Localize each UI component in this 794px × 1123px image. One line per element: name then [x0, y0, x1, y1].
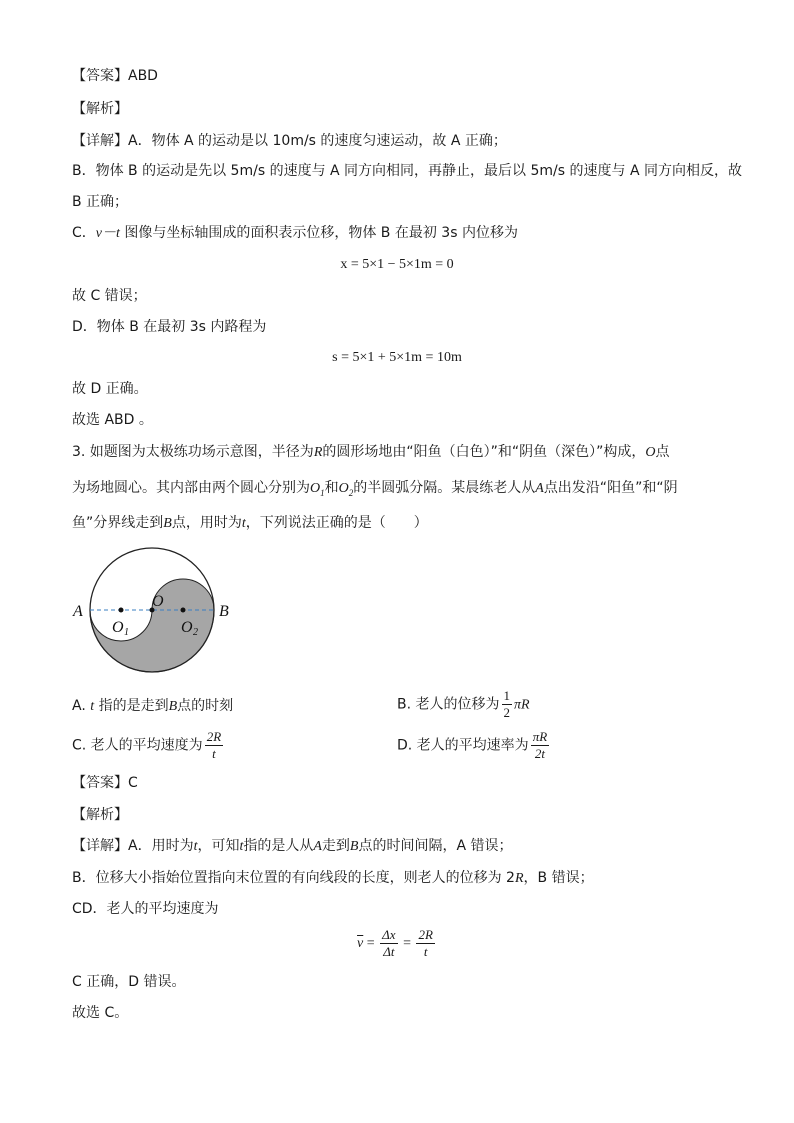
v-bar: $\overline{v}$ — [357, 936, 364, 951]
option-c — [72, 729, 225, 762]
explanation-line-c — [72, 223, 518, 244]
symbol-B: B — [349, 839, 359, 854]
symbol-O1: O — [310, 481, 321, 496]
fraction-denominator: Δt — [383, 944, 395, 960]
symbol-A: A — [313, 839, 322, 854]
explanation-conclusion-d: 故 D 正确。 — [72, 381, 148, 397]
symbol-R: R — [514, 871, 524, 886]
explanation-q3-cd: CD．老人的平均速度为 — [72, 901, 219, 917]
label-O2: O — [181, 619, 193, 636]
explanation-text: 图像与坐标轴围成的面积表示位移，物体 B 在最初 3s 内位移为 — [119, 225, 518, 241]
vt-symbol: v－t — [95, 226, 120, 241]
symbol-O2: O — [338, 481, 349, 496]
question-stem-line-1 — [72, 442, 670, 463]
explanation-text: A．物体 A 的运动是以 10m/s 的速度匀速运动，故 A 正确； — [128, 133, 507, 149]
fraction-numerator: Δx — [382, 927, 396, 943]
symbol-R: R — [313, 445, 323, 460]
equation-displacement: x = 5×1 − 5×1m = 0 — [340, 257, 454, 272]
label-O: O — [152, 593, 164, 610]
center-dot-O1 — [119, 608, 124, 613]
fraction-half — [502, 688, 513, 721]
explanation-q3-a — [72, 836, 513, 857]
symbol-t: t — [193, 839, 198, 854]
answer-label: 【答案】 — [72, 775, 128, 791]
explanation-text: 指的是人从 — [243, 838, 314, 854]
label-A: A — [73, 603, 83, 620]
line-prefix: C． — [72, 225, 96, 241]
stem-text: 点 — [655, 444, 670, 460]
symbol-t: t — [241, 516, 246, 531]
fraction-2R-over-t — [205, 729, 223, 762]
stem-text: 为场地圆心。其内部由两个圆心分别为 — [72, 480, 310, 496]
option-text: D. 老人的平均速率为 — [397, 737, 529, 754]
detail-label: 【详解】 — [72, 838, 128, 854]
option-a — [72, 696, 233, 717]
equals-sign: = — [399, 936, 415, 951]
pi-R: πR — [514, 697, 530, 713]
symbol-t: t — [90, 699, 95, 714]
option-text: 点的时刻 — [177, 698, 234, 714]
taiji-figure — [68, 544, 248, 684]
analysis-label-q3: 【解析】 — [72, 807, 128, 823]
stem-text: 鱼”分界线走到 — [72, 515, 164, 531]
equals-sign: = — [363, 936, 379, 951]
symbol-B: B — [168, 699, 178, 714]
fraction-2R-t — [416, 927, 434, 960]
explanation-line-b1: B．物体 B 的运动是先以 5m/s 的速度与 A 同方向相同，再静止，最后以 5m/s 的速度与 A 同方向相反，故 — [72, 163, 742, 179]
explanation-line-b2: B 正确； — [72, 194, 129, 210]
stem-text: 3. 如题图为太极练功场示意图，半径为 — [72, 444, 314, 460]
label-O1-subscript: 1 — [124, 627, 129, 638]
fraction-numerator: 1 — [503, 688, 511, 703]
fraction-numerator: 2R — [206, 729, 222, 744]
detail-label: 【详解】 — [72, 133, 128, 149]
fraction-dx-dt — [380, 927, 397, 960]
stem-text: 的半圆弧分隔。某晨练老人从 — [353, 480, 536, 496]
label-B: B — [219, 603, 229, 620]
answer-value: C — [128, 775, 138, 791]
symbol-t: t — [239, 839, 244, 854]
symbol-O1-subscript: 1 — [320, 487, 325, 498]
explanation-conclusion-c: 故 C 错误； — [72, 288, 147, 304]
label-O1: O — [112, 619, 124, 636]
final-answer: 故选 ABD 。 — [72, 412, 153, 428]
answer-label: 【答案】 — [72, 68, 128, 84]
stem-text: 点出发沿“阳鱼”和“阴 — [543, 480, 678, 496]
answer-value: ABD — [128, 68, 158, 84]
symbol-B: B — [163, 516, 172, 531]
fraction-piR-over-2t — [531, 729, 549, 762]
option-b — [397, 688, 530, 721]
fraction-denominator: 2 — [503, 705, 511, 720]
option-text: C. 老人的平均速度为 — [72, 737, 203, 754]
explanation-text: 走到 — [321, 838, 350, 854]
explanation-text: ，可知 — [197, 838, 240, 854]
fraction-denominator: t — [212, 746, 216, 761]
explanation-q3-b — [72, 868, 594, 889]
symbol-O2-subscript: 2 — [348, 487, 354, 498]
explanation-line-a — [72, 131, 507, 151]
explanation-line-d: D．物体 B 在最初 3s 内路程为 — [72, 319, 267, 335]
fraction-denominator: t — [423, 944, 428, 960]
question-stem-line-3 — [72, 513, 428, 534]
label-O2-subscript: 2 — [193, 627, 198, 638]
equation-average-velocity — [0, 924, 794, 964]
final-answer-q3: 故选 C。 — [72, 1005, 129, 1021]
fraction-denominator: 2t — [534, 746, 545, 761]
symbol-O: O — [645, 445, 656, 460]
option-text: B. 老人的位移为 — [397, 696, 500, 713]
option-label: A. — [72, 698, 91, 714]
explanation-text: 点的时间间隔，A 错误； — [358, 838, 513, 854]
stem-text: 点，用时为 — [171, 515, 242, 531]
symbol-A: A — [535, 481, 544, 496]
answer-line — [72, 66, 158, 86]
stem-text: 和 — [324, 480, 339, 496]
analysis-label: 【解析】 — [72, 101, 128, 117]
option-d — [397, 729, 551, 762]
stem-text: ，下列说法正确的是（ ） — [245, 515, 428, 531]
answer-line-q3 — [72, 773, 138, 793]
fraction-numerator: πR — [532, 729, 548, 744]
explanation-text: A．用时为 — [128, 838, 194, 854]
question-stem-line-2 — [72, 478, 678, 503]
explanation-q3-conclusion: C 正确，D 错误。 — [72, 974, 186, 990]
stem-text: 的圆形场地由“阳鱼（白色）”和“阴鱼（深色）”构成， — [322, 444, 646, 460]
equation-distance: s = 5×1 + 5×1m = 10m — [332, 350, 462, 365]
explanation-text: ，B 错误； — [523, 870, 594, 886]
fraction-numerator: 2R — [418, 927, 433, 943]
option-text: 指的是走到 — [94, 698, 169, 714]
explanation-text: B．位移大小指始位置指向末位置的有向线段的长度，则老人的位移为 2 — [72, 870, 515, 886]
center-dot-O2 — [181, 608, 186, 613]
